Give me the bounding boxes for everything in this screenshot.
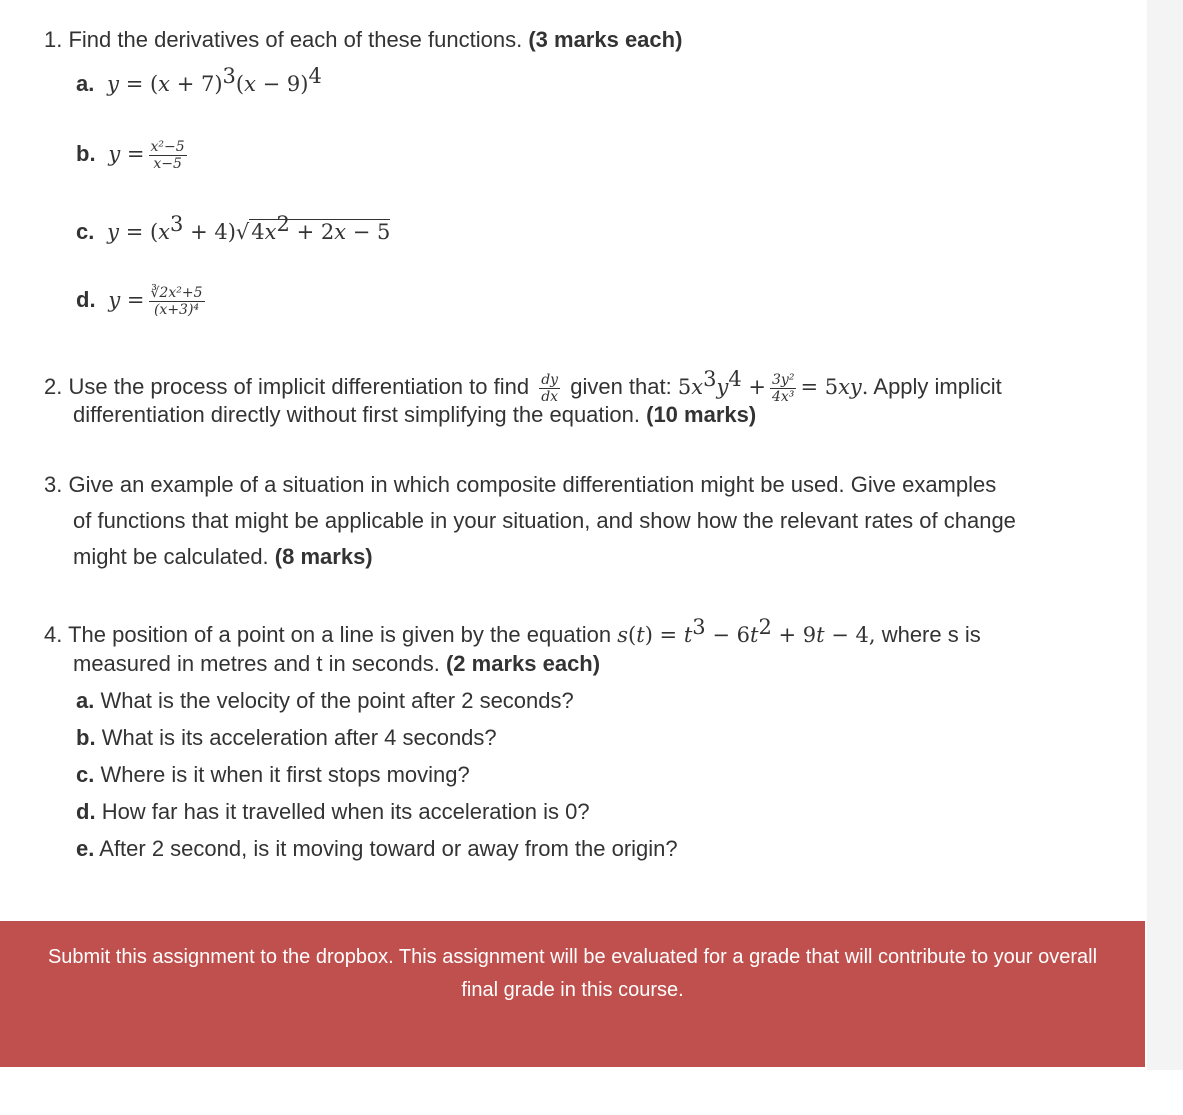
q4-part-b-text: What is its acceleration after 4 seconds? [101, 725, 497, 750]
q1-part-d-math: y = $\frac{\text{∛2x²+5}}{\text{(x+3)⁴}}$ [101, 285, 203, 318]
right-scroll-gutter [1147, 0, 1183, 1070]
q4-part-b-letter: b. [76, 725, 96, 750]
q4-part-d-letter: d. [76, 799, 96, 824]
q4-part-e-letter: e. [76, 836, 95, 861]
question-1-marks: (3 marks each) [528, 27, 683, 52]
question-2-number: 2. [44, 374, 63, 399]
question-4-number: 4. [44, 622, 63, 647]
q1-part-d-letter: d. [76, 287, 96, 312]
submission-banner [0, 921, 1145, 1067]
q4-part-c [76, 757, 470, 793]
question-4-marks: (2 marks each) [445, 651, 601, 676]
question-1 [44, 22, 682, 58]
q1-part-c-letter: c. [76, 219, 95, 244]
question-3-number: 3. [44, 472, 63, 497]
question-1-text: Find the derivatives of each of these functions. [68, 27, 523, 52]
question-2-text-given: given that: [570, 374, 672, 399]
q4-part-b [76, 720, 497, 756]
question-3-line3-text: might be calculated. [73, 544, 269, 569]
q4-part-d-text: How far has it travelled when its acceleration is 0? [101, 799, 590, 824]
q1-part-c-math: $y = (x^3 + 4)√4x^2 + 2x - 5$ [100, 212, 391, 244]
q4-part-d [76, 794, 590, 830]
q4-part-a-letter: a. [76, 688, 95, 713]
question-2-equation: $5x^3y^4$ + $\frac{\text{3y²}}{\text{4x³}}$ = 5xy. [677, 367, 869, 405]
question-2-line2-text: differentiation directly without first simplifying the equation. [73, 402, 640, 427]
submission-banner-text: Submit this assignment to the dropbox. This assignment will be evaluated for a grade that will contribute to your overall final grade in this course. [47, 946, 1098, 1001]
q1-part-a [76, 58, 322, 102]
q1-part-a-letter: a. [76, 71, 95, 96]
question-3-line-2: of functions that might be applicable in your situation, and show how the relevant rates of change [73, 508, 1016, 533]
question-2-text-before: Use the process of implicit differentiation to find [68, 374, 530, 399]
q1-part-b-math: y = $\frac{\text{x²−5}}{x-5}$ [101, 139, 185, 172]
question-4-line2-text: measured in metres and t in seconds. [73, 651, 440, 676]
q1-part-d [76, 282, 209, 318]
question-2-marks: (10 marks) [646, 402, 757, 427]
q1-part-b-letter: b. [76, 141, 96, 166]
q4-part-a [76, 683, 574, 719]
q1-part-c [76, 206, 390, 250]
q4-part-c-letter: c. [76, 762, 95, 787]
question-3-line1: Give an example of a situation in which composite differentiation might be used. Give examples [68, 472, 997, 497]
question-1-number: 1. [44, 27, 63, 52]
question-4-text-before: The position of a point on a line is given by the equation [68, 622, 612, 647]
question-4-line-2 [73, 646, 600, 682]
question-2-text-after: Apply implicit [873, 374, 1002, 399]
question-4-text-after: where s is [881, 622, 981, 647]
q4-part-a-text: What is the velocity of the point after 2 seconds? [100, 688, 574, 713]
dy-dx-fraction: $\frac{dy}{dx}$ [541, 371, 559, 405]
q1-part-b [76, 136, 191, 172]
q4-part-c-text: Where is it when it first stops moving? [100, 762, 470, 787]
q4-part-e [76, 831, 678, 867]
question-2-line-2 [73, 397, 756, 433]
question-3-marks: (8 marks) [274, 544, 373, 569]
question-4-equation: $s(t) = t^3 - 6t^2 + 9t - 4$, [617, 615, 876, 647]
q4-part-e-text: After 2 second, is it moving toward or away from the origin? [99, 836, 678, 861]
question-3 [44, 467, 996, 503]
q1-part-a-math: $y = (x + 7)^3(x - 9)^4$ [100, 64, 322, 96]
question-3-line-3 [73, 539, 373, 575]
